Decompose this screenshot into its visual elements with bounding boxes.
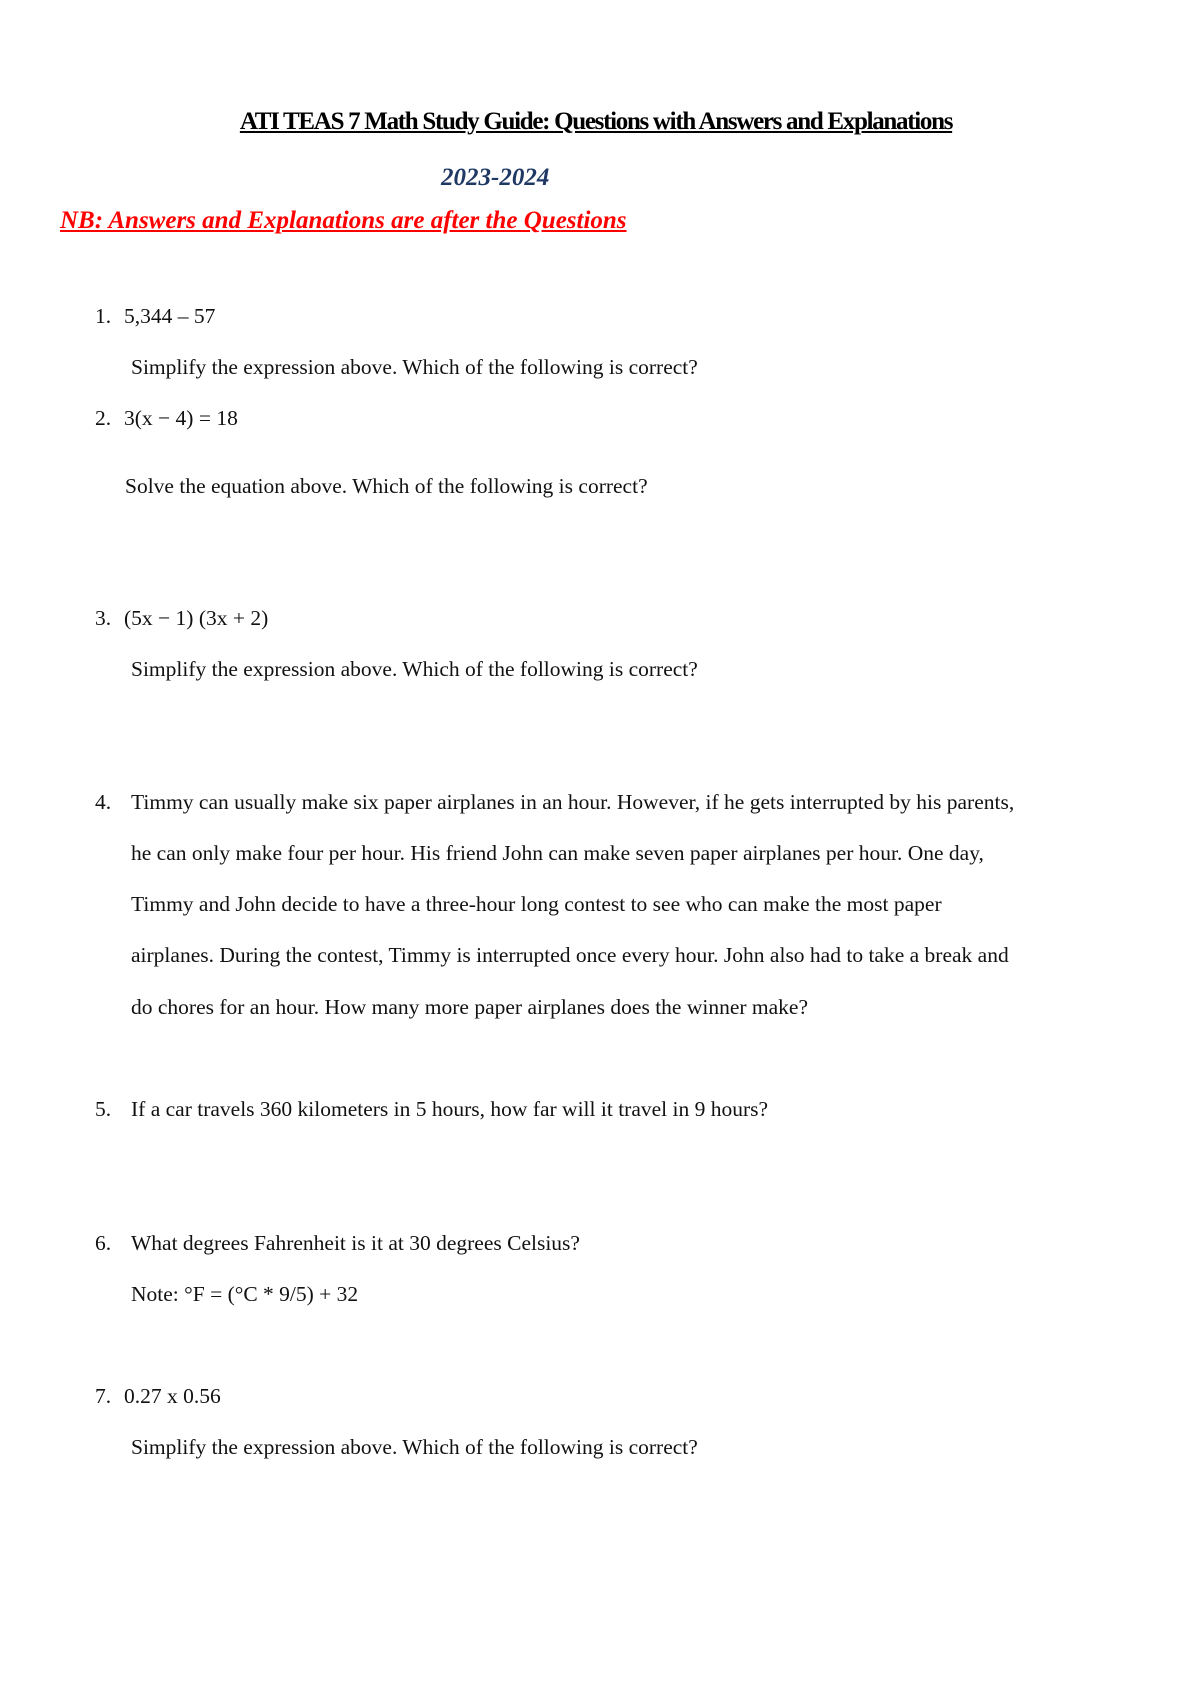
question-text-line: Timmy and John decide to have a three-hour long contest to see who can make the most paper: [131, 892, 942, 916]
question-prompt: Simplify the expression above. Which of the following is correct?: [131, 1435, 698, 1459]
question-prompt: Simplify the expression above. Which of the following is correct?: [131, 355, 698, 379]
question-note: Note: °F = (°C * 9/5) + 32: [131, 1282, 359, 1306]
question-number: 7.: [95, 1384, 112, 1408]
question-number: 5.: [95, 1097, 112, 1121]
question-number: 6.: [95, 1231, 112, 1255]
question-number: 3.: [95, 606, 112, 630]
question-text-line: do chores for an hour. How many more paper airplanes does the winner make?: [131, 995, 809, 1019]
question-expression: 5,344 – 57: [124, 304, 216, 328]
question-text-line: he can only make four per hour. His friend John can make seven paper airplanes per hour. One day,: [131, 841, 984, 865]
question-text-line: airplanes. During the contest, Timmy is interrupted once every hour. John also had to take a break and: [131, 943, 1009, 967]
question-text-line: Timmy can usually make six paper airplanes in an hour. However, if he gets interrupted by his parents,: [131, 790, 1015, 814]
question-expression: 0.27 x 0.56: [124, 1384, 221, 1408]
question-number: 2.: [95, 406, 112, 430]
question-text: If a car travels 360 kilometers in 5 hours, how far will it travel in 9 hours?: [131, 1097, 769, 1121]
answers-note: NB: Answers and Explanations are after the Questions: [60, 207, 627, 234]
question-text: What degrees Fahrenheit is it at 30 degrees Celsius?: [131, 1231, 580, 1255]
question-number: 4.: [95, 790, 112, 814]
question-expression: 3(x − 4) = 18: [124, 406, 238, 430]
question-number: 1.: [95, 304, 112, 328]
page-title: ATI TEAS 7 Math Study Guide: Questions with Answers and Explanations: [239, 108, 953, 135]
year-subtitle: 2023-2024: [441, 164, 550, 191]
question-prompt: Solve the equation above. Which of the following is correct?: [125, 474, 648, 498]
question-expression: (5x − 1) (3x + 2): [124, 606, 269, 630]
question-prompt: Simplify the expression above. Which of the following is correct?: [131, 657, 698, 681]
